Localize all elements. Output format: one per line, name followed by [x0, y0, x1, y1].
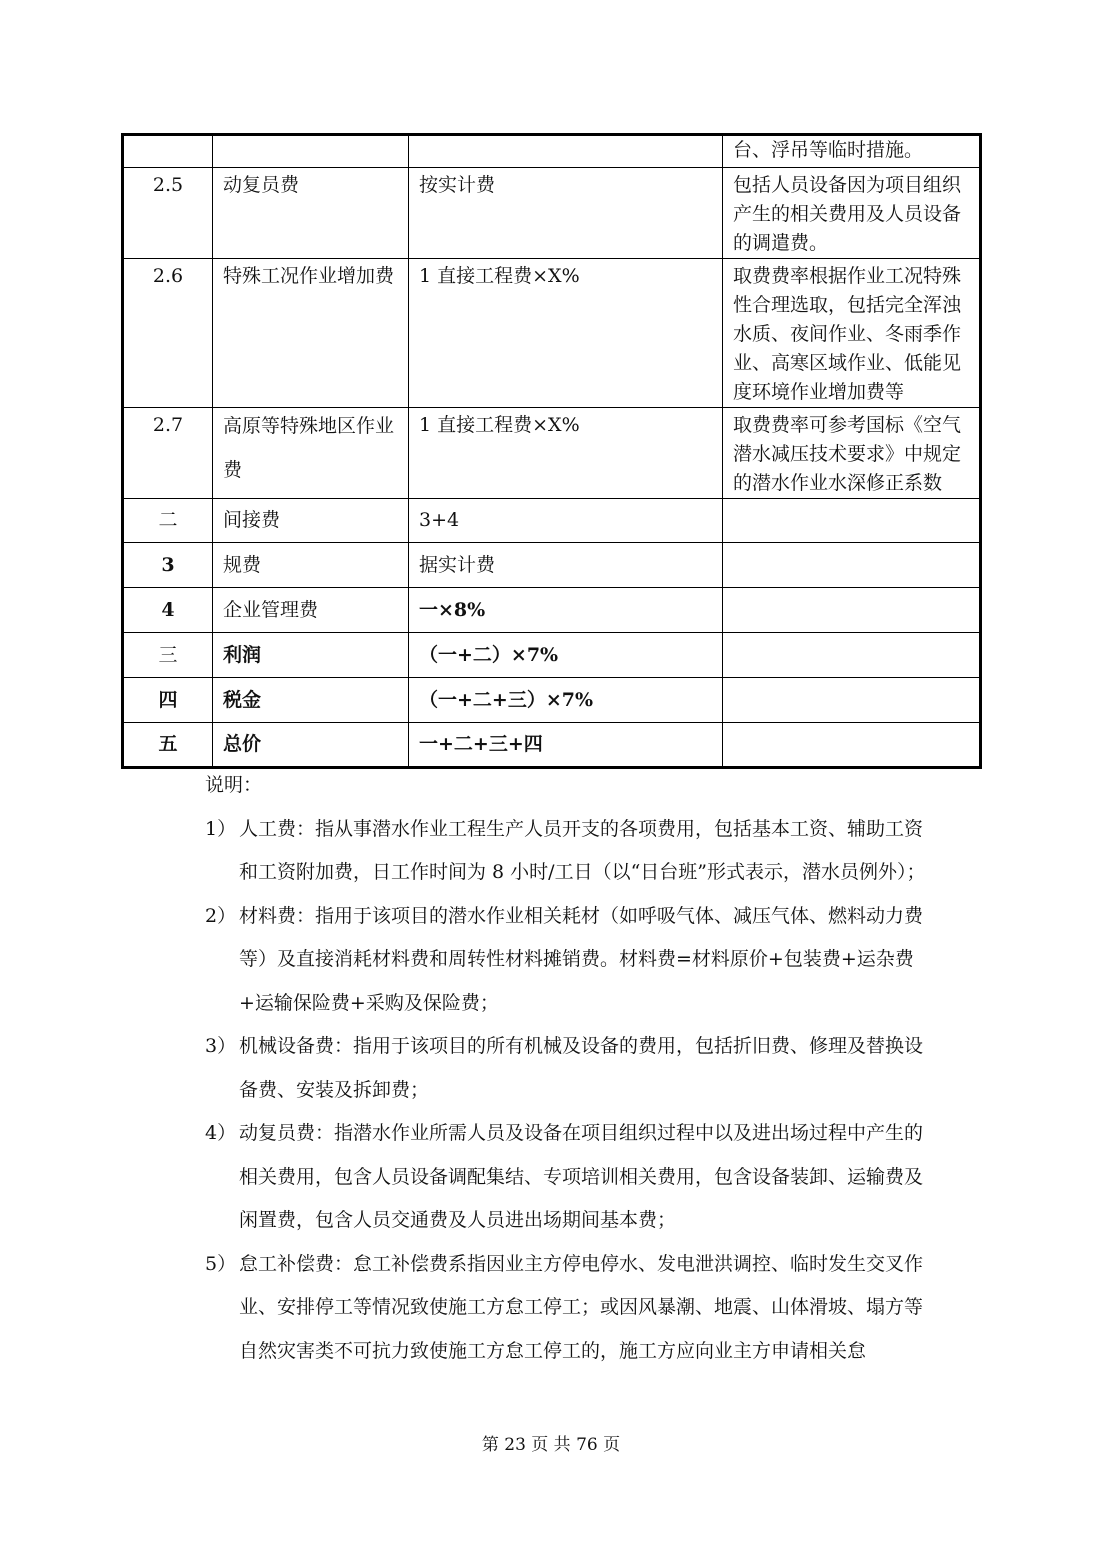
note-number: 4） [205, 1122, 237, 1144]
table-row [123, 259, 981, 408]
page-footer: 第 23 页 共 76 页 [481, 1435, 621, 1455]
table-row [123, 678, 981, 723]
table-row [123, 499, 981, 543]
formula-cell: 按实计费 [409, 168, 723, 259]
formula-cell: （一+二+三）×7% [409, 678, 723, 723]
note-cell [723, 499, 981, 543]
note-cell: 取费费率可参考国标《空气潜水减压技术要求》中规定的潜水作业水深修正系数 [723, 408, 981, 499]
row-number-cell: 2.6 [123, 259, 213, 408]
table-row [123, 135, 981, 168]
table-row [123, 723, 981, 768]
note-text: 人工费：指从事潜水作业工程生产人员开支的各项费用，包括基本工资、辅助工资和工资附加费，日工作时间为 8 小时/工日（以“日台班”形式表示，潜水员例外）； [239, 817, 926, 883]
note-cell [723, 588, 981, 633]
note-cell [723, 678, 981, 723]
formula-cell: 1 直接工程费×X% [409, 259, 723, 408]
item-name-cell: 总价 [213, 723, 409, 768]
item-name-cell: 动复员费 [213, 168, 409, 259]
row-number-cell: 4 [123, 588, 213, 633]
note-number: 1） [205, 817, 237, 840]
formula-cell: 1 直接工程费×X% [409, 408, 723, 499]
note-item [205, 1243, 930, 1374]
note-text: 机械设备费：指用于该项目的所有机械及设备的费用，包括折旧费、修理及替换设备费、安装及拆卸费； [239, 1035, 924, 1101]
row-number-cell [123, 135, 213, 168]
row-number-cell: 二 [123, 499, 213, 543]
item-name-cell: 高原等特殊地区作业费 [213, 408, 409, 499]
formula-cell: 一+二+三+四 [409, 723, 723, 768]
note-number: 3） [205, 1035, 237, 1057]
note-text: 怠工补偿费：怠工补偿费系指因业主方停电停水、发电泄洪调控、临时发生交叉作业、安排停工等情况致使施工方怠工停工；或因风暴潮、地震、山体滑坡、塌方等自然灾害类不可抗力致使施工方怠工停工的，施工方应向业主方申请相关怠 [239, 1252, 924, 1362]
cost-table [121, 133, 982, 769]
note-cell [723, 633, 981, 678]
notes-section [205, 764, 930, 1373]
note-number: 5） [205, 1252, 237, 1275]
item-name-cell: 企业管理费 [213, 588, 409, 633]
note-text: 动复员费：指潜水作业所需人员及设备在项目组织过程中以及进出场过程中产生的相关费用，包含人员设备调配集结、专项培训相关费用，包含设备装卸、运输费及闲置费，包含人员交通费及人员进出场期间基本费； [239, 1122, 924, 1231]
note-text: 材料费：指用于该项目的潜水作业相关耗材（如呼吸气体、减压气体、燃料动力费等）及直接消耗材料费和周转性材料摊销费。材料费=材料原价+包装费+运杂费+运输保险费+采购及保险费； [239, 904, 924, 1014]
item-name-cell: 特殊工况作业增加费 [213, 259, 409, 408]
row-number-cell: 3 [123, 543, 213, 588]
note-number: 2） [205, 904, 237, 927]
row-number-cell: 三 [123, 633, 213, 678]
formula-cell: 一×8% [409, 588, 723, 633]
table-row [123, 408, 981, 499]
table-row [123, 633, 981, 678]
item-name-cell: 间接费 [213, 499, 409, 543]
item-name-cell [213, 135, 409, 168]
note-item [205, 808, 930, 895]
table-row [123, 588, 981, 633]
item-name-cell: 税金 [213, 678, 409, 723]
notes-heading: 说明： [205, 774, 263, 796]
note-item [205, 895, 930, 1026]
note-cell: 包括人员设备因为项目组织产生的相关费用及人员设备的调遣费。 [723, 168, 981, 259]
note-item [205, 1025, 930, 1112]
formula-cell: 据实计费 [409, 543, 723, 588]
note-cell: 台、浮吊等临时措施。 [723, 135, 981, 168]
row-number-cell: 2.7 [123, 408, 213, 499]
table-row [123, 543, 981, 588]
note-cell: 取费费率根据作业工况特殊性合理选取，包括完全浑浊水质、夜间作业、冬雨季作业、高寒区域作业、低能见度环境作业增加费等 [723, 259, 981, 408]
note-cell [723, 543, 981, 588]
note-item [205, 1112, 930, 1243]
table-row [123, 168, 981, 259]
row-number-cell: 五 [123, 723, 213, 768]
formula-cell: 3+4 [409, 499, 723, 543]
note-cell [723, 723, 981, 768]
formula-cell: （一+二）×7% [409, 633, 723, 678]
row-number-cell: 2.5 [123, 168, 213, 259]
formula-cell [409, 135, 723, 168]
item-name-cell: 利润 [213, 633, 409, 678]
item-name-cell: 规费 [213, 543, 409, 588]
row-number-cell: 四 [123, 678, 213, 723]
